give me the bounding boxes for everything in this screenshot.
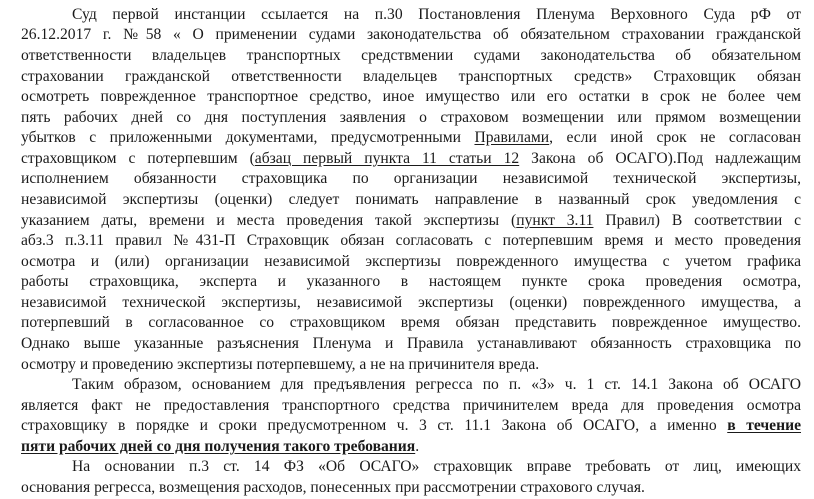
text-line: [72, 457, 801, 477]
text-segment: 26.12.2017 г. №58 « О применении судами законодательства об обязательном страховании гражданской: [21, 26, 801, 43]
text-line: [21, 416, 801, 436]
text-line: [21, 313, 801, 333]
text-line: [21, 478, 801, 498]
text-line: [21, 231, 801, 251]
text-segment: работы страховщика, эксперта и указанного в настоящем пункте срока проведения осмотра,: [21, 273, 801, 290]
emphasized-text: пяти рабочих дней со дня получения такого требования: [21, 438, 416, 455]
text-segment: страховщиком с потерпевшим (: [21, 150, 255, 167]
text-segment: , если иной срок не согласован: [549, 129, 801, 146]
text-line: [21, 293, 801, 313]
reference-link[interactable]: пункт 3.11: [516, 212, 594, 229]
text-segment: абз.3 п.3.11 правил №431-П Страховщик обязан согласовать с потерпевшим время и место проведения: [21, 232, 801, 249]
text-line: [21, 149, 801, 169]
text-segment: Суд первой инстанции ссылается на п.30 Постановления Пленума Верховного Суда рФ от: [72, 6, 801, 23]
text-line: [21, 272, 801, 292]
text-line: [21, 334, 801, 354]
text-segment: ответственности владельцев транспортных средствмении судами законодательства об обязательном: [21, 47, 801, 64]
text-segment: независимой технической экспертизы, независимой экспертизы (оценки) поврежденного имущества, а: [21, 294, 801, 311]
text-segment: Закона об ОСАГО).Под надлежащим: [519, 150, 801, 167]
text-line: [21, 437, 801, 457]
text-segment: основания регресса, возмещения расходов, понесенных при рассмотрении страхового случая.: [21, 479, 645, 496]
emphasized-text: в течение: [727, 417, 801, 434]
text-line: [21, 355, 801, 375]
text-line: [21, 108, 801, 128]
text-line: [21, 190, 801, 210]
text-segment: На основании п.3 ст. 14 ФЗ «Об ОСАГО» страховщик вправе требовать от лиц, имеющих: [72, 458, 801, 475]
text-line: [72, 5, 801, 25]
text-segment: страховании гражданской ответственности владельцев транспортных средств» Страховщик обязан: [21, 68, 801, 85]
text-segment: осмотреть поврежденное транспортное средство, иное имущество или его остатки в срок не более чем: [21, 88, 801, 105]
text-line: [21, 87, 801, 107]
text-segment: Однако выше указанные разъяснения Пленума и Правила устанавливают обязанность страховщика по: [21, 335, 801, 352]
text-segment: исполнением обязанности страховщика по организации независимой технической экспертизы,: [21, 170, 801, 187]
text-line: [21, 67, 801, 87]
text-line: [21, 252, 801, 272]
text-segment: независимой экспертизы (оценки) следует понимать направление в названный срок уведомления с: [21, 191, 801, 208]
text-segment: Правил) В соответствии с: [593, 212, 801, 229]
reference-link[interactable]: Правилами: [474, 129, 550, 146]
text-line: [21, 169, 801, 189]
reference-link[interactable]: абзац первый пункта 11 статьи 12: [254, 150, 520, 167]
text-segment: осмотра и (или) организации независимой экспертизы поврежденного имущества с учетом графика: [21, 253, 801, 270]
text-segment: страховщику в порядке и сроки предусмотренном ч. 3 ст. 11.1 Закона об ОСАГО, а именно: [21, 417, 728, 434]
text-line: [72, 375, 801, 395]
text-segment: потерпевший в согласованное со страховщиком время обязан представить поврежденное имущество.: [21, 314, 801, 331]
text-segment: осмотру и проведению экспертизы потерпевшему, а не на причинителя вреда.: [21, 356, 540, 373]
text-segment: пять рабочих дней со дня поступления заявления о страховом возмещении или прямом возмещении: [21, 109, 801, 126]
text-segment: указанием даты, времени и места проведения такой экспертизы (: [21, 212, 517, 229]
text-line: [21, 46, 801, 66]
text-segment: убытков с приложенными документами, предусмотренными: [21, 129, 475, 146]
text-line: [21, 396, 801, 416]
text-line: [21, 25, 801, 45]
text-line: [21, 211, 801, 231]
text-segment: является факт не предоставления транспортного средства причинителем вреда для проведения осмотра: [21, 397, 801, 414]
text-segment: Таким образом, основанием для предъявления регресса по п. «З» ч. 1 ст. 14.1 Закона об ОСАГО: [72, 376, 801, 393]
text-line: [21, 128, 801, 148]
text-segment: .: [415, 438, 420, 455]
